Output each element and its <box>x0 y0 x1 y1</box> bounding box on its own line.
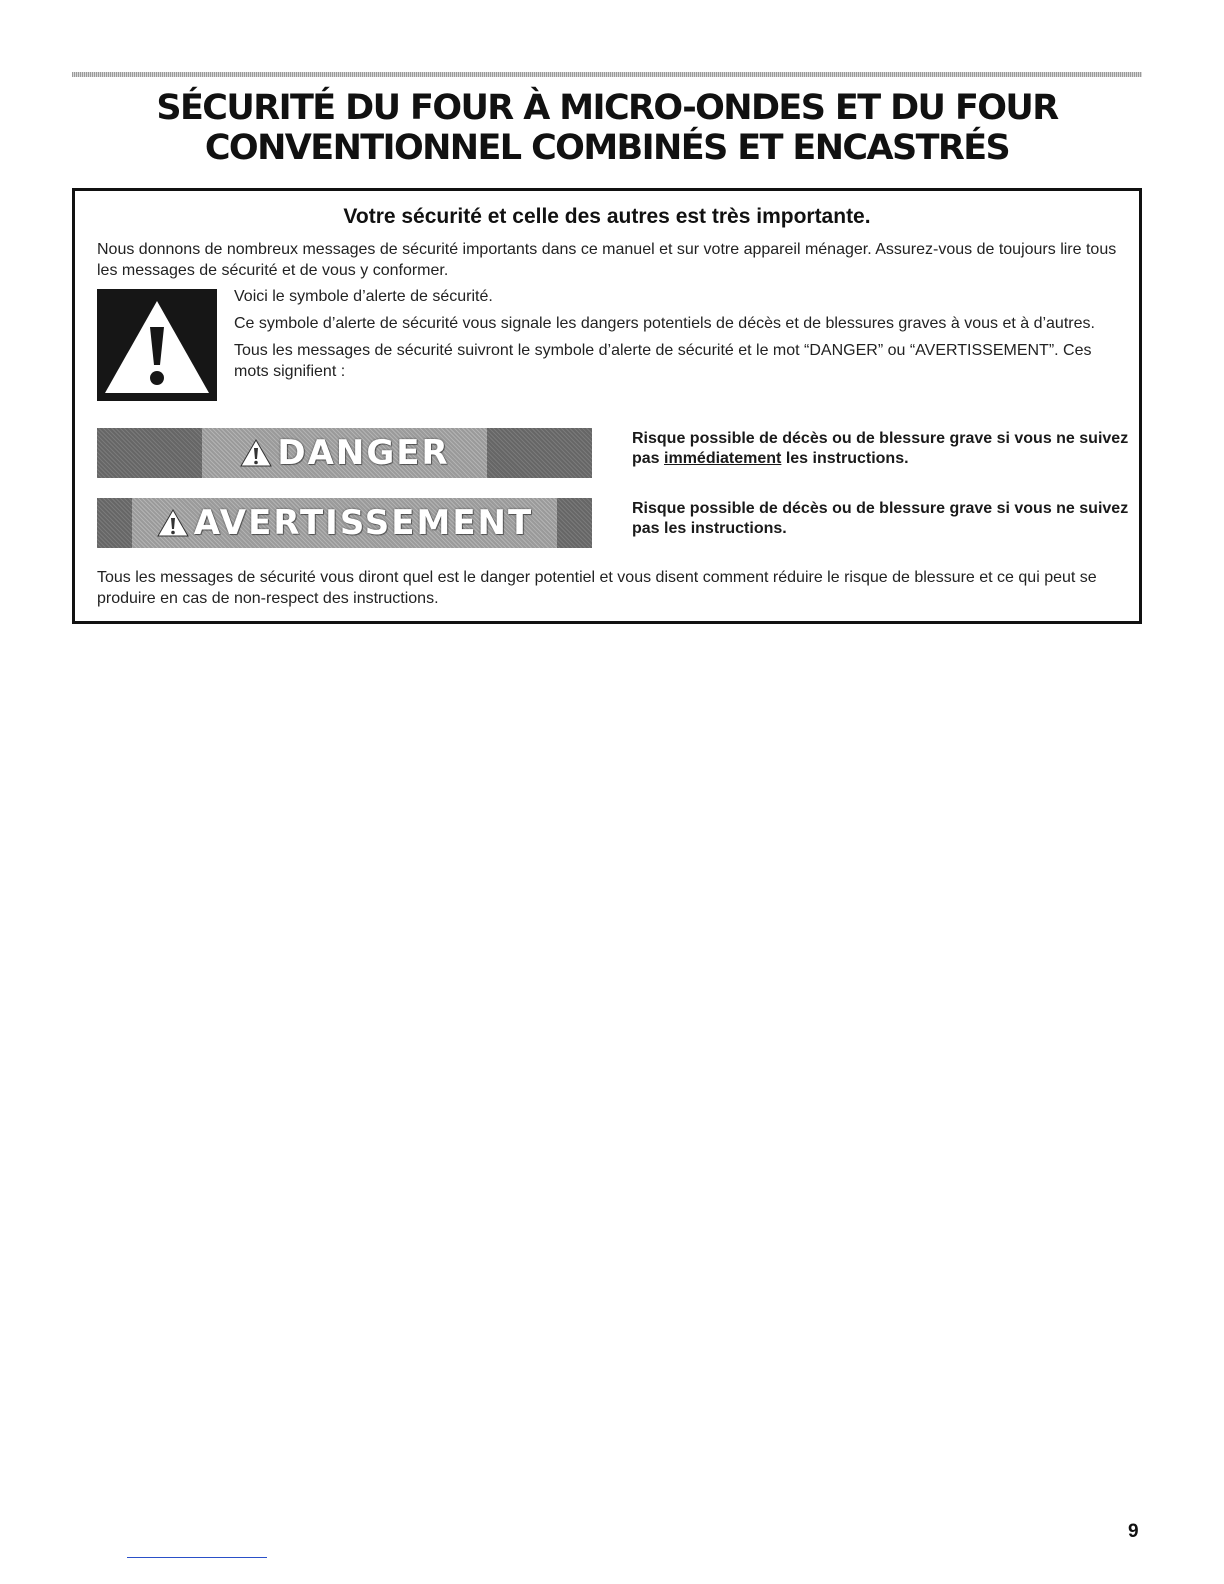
warning-signal-word: AVERTISSEMENT <box>193 503 534 543</box>
safety-alert-triangle-icon <box>97 289 217 401</box>
danger-signal-word: DANGER <box>277 433 450 473</box>
warning-triangle-icon <box>239 438 273 468</box>
safety-intro: Nous donnons de nombreux messages de sécurité importants dans ce manuel et sur votre appareil ménager. Assurez-vous de toujours lire tous les messages de sécurité et de vous y conformer. <box>97 241 1117 279</box>
symbol-line-2: Ce symbole d’alerte de sécurité vous signale les dangers potentiels de décès et de blessures graves à vous et à d’autres. <box>234 315 1095 332</box>
symbol-line-1: Voici le symbole d’alerte de sécurité. <box>234 288 493 305</box>
page-title-line-1: SÉCURITÉ DU FOUR À MICRO-ONDES ET DU FOUR <box>156 88 1058 128</box>
danger-desc-start: Risque possible de décès ou de blessure grave si vous ne suivez pas <box>632 430 1129 467</box>
page-title-line-2: CONVENTIONNEL COMBINÉS ET ENCASTRÉS <box>204 128 1010 168</box>
danger-banner <box>97 428 592 478</box>
symbol-explanation <box>234 286 1104 388</box>
bottom-link-underline <box>127 1557 267 1558</box>
danger-desc-emphasis: immédiatement <box>664 450 782 467</box>
warning-triangle-icon <box>156 508 190 538</box>
safety-footer-text: Tous les messages de sécurité vous diront quel est le danger potentiel et vous disent comment réduire le risque de blessure et ce qui peut se produire en cas de non-respect des instructions. <box>97 569 1097 607</box>
warning-description: Risque possible de décès ou de blessure grave si vous ne suivez pas les instructions. <box>632 500 1129 537</box>
page-number: 9 <box>1128 1521 1139 1542</box>
danger-description <box>632 429 1137 469</box>
safety-notice-box <box>72 188 1142 624</box>
symbol-line-3: Tous les messages de sécurité suivront le symbole d’alerte de sécurité et le mot “DANGER” ou “AVERTISSEMENT”. Ces mots signifient : <box>234 342 1092 380</box>
page-title <box>72 88 1142 168</box>
top-dotted-rule <box>72 72 1142 77</box>
danger-desc-end: les instructions. <box>781 450 909 467</box>
safety-heading: Votre sécurité et celle des autres est très importante. <box>343 205 871 228</box>
warning-banner <box>97 498 592 548</box>
